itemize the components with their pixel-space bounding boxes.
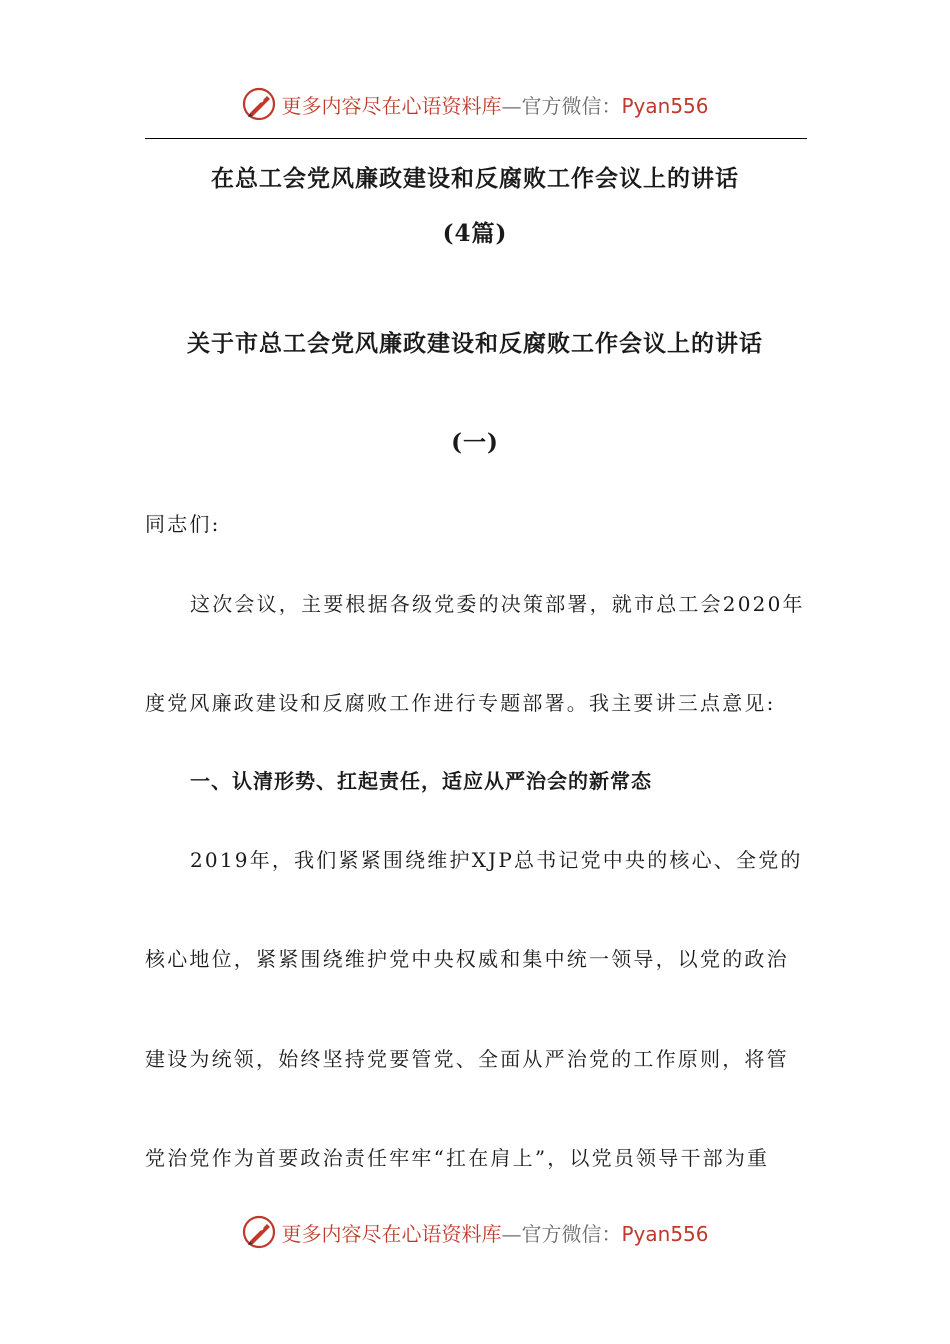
footer-banner <box>0 1212 950 1252</box>
banner-main-text: 更多内容尽在心语资料库 <box>281 1221 502 1246</box>
header-banner <box>0 84 950 124</box>
paragraph-line: 建设为统领，始终坚持党要管党、全面从严治党的工作原则，将管 <box>145 1047 789 1071</box>
banner-main-text: 更多内容尽在心语资料库 <box>281 93 502 118</box>
document-subtitle: 关于市总工会党风廉政建设和反腐败工作会议上的讲话 <box>187 330 763 357</box>
paragraph-line: 这次会议，主要根据各级党委的决策部署，就市总工会2020年 <box>190 592 805 616</box>
paragraph-line: 核心地位，紧紧围绕维护党中央权威和集中统一领导，以党的政治 <box>145 947 789 971</box>
banner-wechat-id: Pyan556 <box>621 93 709 118</box>
document-title-count: (4篇) <box>442 220 508 247</box>
banner-text <box>281 90 708 119</box>
banner-text <box>281 1218 708 1247</box>
paragraph-line: 2019年，我们紧紧围绕维护XJP总书记党中央的核心、全党的 <box>190 848 803 872</box>
paragraph-line: 度党风廉政建设和反腐败工作进行专题部署。我主要讲三点意见: <box>145 691 776 715</box>
pen-logo-icon <box>241 1214 277 1250</box>
pen-logo-icon <box>241 86 277 122</box>
banner-wechat-id: Pyan556 <box>621 1221 709 1246</box>
paragraph-line: 党治党作为首要政治责任牢牢“扛在肩上”，以党员领导干部为重 <box>145 1146 770 1170</box>
section-heading: 一、认清形势、扛起责任，适应从严治会的新常态 <box>190 769 652 793</box>
document-title: 在总工会党风廉政建设和反腐败工作会议上的讲话 <box>211 165 739 192</box>
greeting: 同志们: <box>145 512 221 536</box>
banner-official-label: —官方微信： <box>501 1221 622 1246</box>
section-number: (一) <box>451 429 499 456</box>
banner-official-label: —官方微信： <box>501 93 622 118</box>
header-divider <box>145 138 807 139</box>
